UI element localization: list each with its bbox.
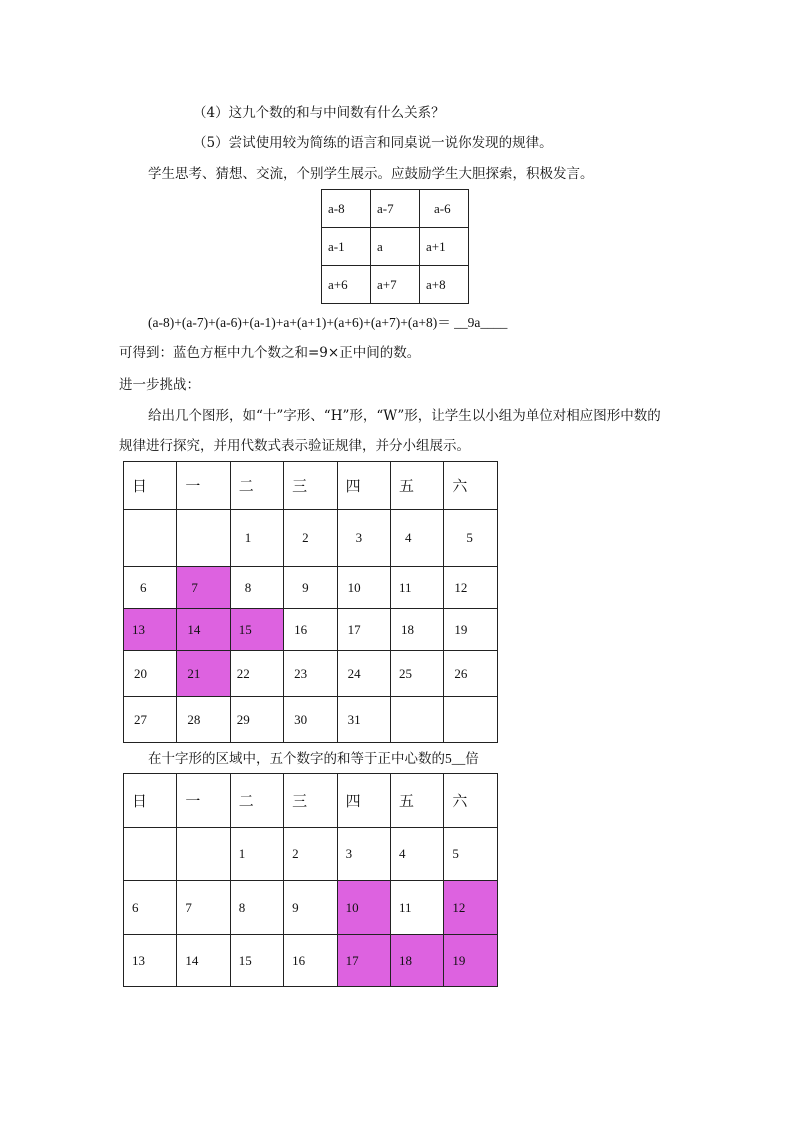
day-cell-highlighted: 12 (444, 881, 497, 935)
day-cell: 29 (230, 697, 283, 743)
grid-cell: a-7 (371, 190, 420, 228)
weekday-cell: 六 (444, 774, 497, 828)
task-description-line1: 给出几个图形，如“十”字形、“H”形，“W”形，让学生以小组为单位对相应图形中数的 (148, 408, 661, 424)
conclusion: 可得到：蓝色方框中九个数之和=9×正中间的数。 (119, 345, 421, 361)
calendar-week-row (124, 567, 498, 609)
day-cell (177, 828, 230, 881)
day-cell: 1 (230, 828, 283, 881)
task-description-line2: 规律进行探究，并用代数式表示验证规律，并分小组展示。 (119, 438, 470, 454)
day-cell: 8 (230, 881, 283, 935)
calendar-cross-shape (123, 461, 498, 743)
formula-answer: 9a____ (467, 315, 508, 330)
weekday-cell: 一 (177, 774, 230, 828)
day-cell: 28 (177, 697, 230, 743)
day-cell: 26 (444, 651, 497, 697)
cross-shape-result (148, 750, 479, 768)
grid-row (322, 190, 469, 228)
day-cell: 4 (390, 510, 443, 567)
weekday-cell: 五 (390, 774, 443, 828)
day-cell: 3 (337, 510, 390, 567)
day-cell: 12 (444, 567, 497, 609)
grid-cell: a-6 (420, 190, 469, 228)
day-cell: 31 (337, 697, 390, 743)
day-cell (444, 697, 497, 743)
day-cell: 20 (124, 651, 177, 697)
question-4: （4）这九个数的和与中间数有什么关系？ (193, 105, 445, 121)
result-blank: 5__ (445, 751, 466, 766)
weekday-cell: 四 (337, 774, 390, 828)
day-cell: 9 (284, 567, 337, 609)
day-cell: 15 (230, 935, 283, 987)
day-cell: 18 (390, 609, 443, 651)
question-5: （5）尝试使用较为简练的语言和同桌说一说你发现的规律。 (193, 135, 553, 151)
day-cell-highlighted: 19 (444, 935, 497, 987)
day-cell: 4 (390, 828, 443, 881)
day-cell: 2 (284, 510, 337, 567)
day-cell: 2 (284, 828, 337, 881)
weekday-cell: 一 (177, 462, 230, 510)
day-cell: 23 (284, 651, 337, 697)
day-cell (390, 697, 443, 743)
day-cell: 7 (177, 881, 230, 935)
calendar-header-row (124, 774, 498, 828)
result-prefix: 在十字形的区域中，五个数字的和等于正中心数的 (148, 751, 445, 767)
grid-row (322, 266, 469, 304)
grid-cell: a (371, 228, 420, 266)
day-cell: 6 (124, 881, 177, 935)
day-cell: 16 (284, 935, 337, 987)
day-cell: 11 (390, 567, 443, 609)
students-activity: 学生思考、猜想、交流，个别学生展示。应鼓励学生大胆探索，积极发言。 (148, 166, 594, 182)
day-cell: 16 (284, 609, 337, 651)
day-cell: 14 (177, 935, 230, 987)
calendar-header-row (124, 462, 498, 510)
sum-formula (148, 314, 507, 332)
result-suffix: 倍 (465, 751, 479, 767)
weekday-cell: 三 (284, 462, 337, 510)
day-cell: 25 (390, 651, 443, 697)
day-cell: 11 (390, 881, 443, 935)
day-cell-highlighted: 14 (177, 609, 230, 651)
day-cell: 5 (444, 510, 497, 567)
day-cell: 22 (230, 651, 283, 697)
day-cell (177, 510, 230, 567)
calendar-week-row (124, 510, 498, 567)
weekday-cell: 二 (230, 774, 283, 828)
grid-cell: a-1 (322, 228, 371, 266)
grid-cell: a+6 (322, 266, 371, 304)
day-cell: 17 (337, 609, 390, 651)
day-cell-highlighted: 21 (177, 651, 230, 697)
weekday-cell: 五 (390, 462, 443, 510)
weekday-cell: 二 (230, 462, 283, 510)
weekday-cell: 四 (337, 462, 390, 510)
grid-cell: a+1 (420, 228, 469, 266)
day-cell-highlighted: 7 (177, 567, 230, 609)
day-cell-highlighted: 10 (337, 881, 390, 935)
day-cell: 30 (284, 697, 337, 743)
weekday-cell: 日 (124, 774, 177, 828)
nine-cell-grid (321, 189, 469, 304)
day-cell: 5 (444, 828, 497, 881)
day-cell: 6 (124, 567, 177, 609)
calendar-w-shape (123, 773, 498, 987)
day-cell: 8 (230, 567, 283, 609)
day-cell-highlighted: 13 (124, 609, 177, 651)
grid-row (322, 228, 469, 266)
day-cell-highlighted: 15 (230, 609, 283, 651)
weekday-cell: 日 (124, 462, 177, 510)
day-cell: 19 (444, 609, 497, 651)
grid-cell: a+8 (420, 266, 469, 304)
day-cell: 9 (284, 881, 337, 935)
calendar-week-row (124, 651, 498, 697)
day-cell: 3 (337, 828, 390, 881)
calendar-week-row (124, 609, 498, 651)
calendar-week-row (124, 881, 498, 935)
calendar-week-row (124, 828, 498, 881)
day-cell: 13 (124, 935, 177, 987)
grid-cell: a+7 (371, 266, 420, 304)
day-cell: 27 (124, 697, 177, 743)
day-cell-highlighted: 18 (390, 935, 443, 987)
day-cell: 10 (337, 567, 390, 609)
weekday-cell: 三 (284, 774, 337, 828)
grid-cell: a-8 (322, 190, 371, 228)
calendar-week-row (124, 697, 498, 743)
day-cell (124, 510, 177, 567)
challenge-heading: 进一步挑战： (119, 377, 200, 393)
formula-expression: (a-8)+(a-7)+(a-6)+(a-1)+a+(a+1)+(a+6)+(a+7)+(a+8)＝ __ (148, 315, 468, 330)
weekday-cell: 六 (444, 462, 497, 510)
day-cell-highlighted: 17 (337, 935, 390, 987)
day-cell: 24 (337, 651, 390, 697)
day-cell (124, 828, 177, 881)
calendar-week-row (124, 935, 498, 987)
day-cell: 1 (230, 510, 283, 567)
